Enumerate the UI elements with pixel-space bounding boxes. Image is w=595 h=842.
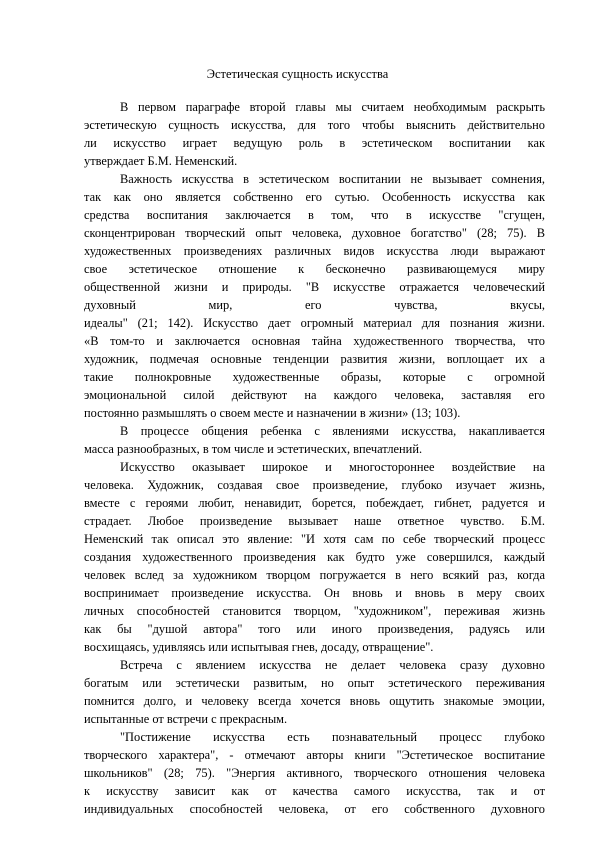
text-line: творческого характера", - отмечают авторы книги "Эстетическое воспитание (84, 748, 545, 762)
text-line: как бы "душой автора" того или иного произведения, радуясь или (84, 622, 545, 636)
text-line: воспринимает произведение искусства. Он вновь и вновь в меру своих (84, 586, 545, 600)
text-line: идеалы" (21; 142). Искусство дает огромный материал для познания жизни. (84, 316, 545, 330)
text-line: ли искусство играет ведущую роль в эстетическом воспитании как (84, 136, 545, 150)
text-line: страдает. Любое произведение вызывает наше ответное чувство. Б.М. (84, 514, 545, 528)
text-line: сконцентрирован творческий опыт человека, духовное богатство" (28; 75). В (84, 226, 545, 240)
text-line: человека. Художник, создавая свое произведение, глубоко изучает жизнь, (84, 478, 545, 492)
text-line: Искусство оказывает широкое и многостороннее воздействие на (120, 460, 545, 474)
text-line: человек вслед за художником творцом погружается в него всякий раз, когда (84, 568, 545, 582)
text-line: восхищаясь, удивляясь или испытывая гнев, досаду, отвращение". (84, 640, 434, 654)
text-line: "Постижение искусства есть познавательный процесс глубоко (120, 730, 545, 744)
text-line: эмоциональной силой действуют на каждого человека, заставляя его (84, 388, 545, 402)
text-line: Важность искусства в эстетическом воспитании не вызывает сомнения, (120, 172, 545, 186)
text-line: Встреча с явлением искусства не делает человека сразу духовно (120, 658, 545, 672)
text-line: индивидуальных способностей человека, от его собственного духовного (84, 802, 545, 816)
text-line: масса разнообразных, в том числе и эстетических, впечатлений. (84, 442, 423, 456)
text-line: В первом параграфе второй главы мы считаем необходимым раскрыть (120, 100, 545, 114)
text-line: помнится долго, и человеку всегда хочется вновь ощутить знакомые эмоции, (84, 694, 545, 708)
text-line: художник, подмечая основные тенденции развития жизни, воплощает их а (84, 352, 545, 366)
document-title: Эстетическая сущность искусства (206, 67, 389, 81)
text-line: так как оно является собственно его сутью. Особенность искусства как (84, 190, 545, 204)
text-line: «В том-то и заключается основная тайна художественного творчества, что (84, 334, 545, 348)
text-line: эстетическую сущность искусства, для того чтобы выяснить действительно (84, 118, 545, 132)
text-line: постоянно размышлять о своем месте и назначении в жизни» (13; 103). (84, 406, 461, 420)
text-line: Неменский так описал это явление: "И хотя сам по себе творческий процесс (84, 532, 545, 546)
text-line: духовный мир, его чувства, вкусы, (84, 298, 545, 312)
text-line: общественной жизни и природы. "В искусстве отражается человеческий (84, 280, 545, 294)
text-line: испытанные от встречи с прекрасным. (84, 712, 288, 726)
text-line: такие полнокровные художественные образы, которые с огромной (84, 370, 545, 384)
text-line: В процессе общения ребенка с явлениями искусства, накапливается (120, 424, 545, 438)
text-line: личных способностей становится творцом, "художником", переживая жизнь (84, 604, 545, 618)
text-line: создания художественного произведения как будто уже совершился, каждый (84, 550, 545, 564)
text-line: богатым или эстетически развитым, но опыт эстетического переживания (84, 676, 545, 690)
text-line: вместе с героями любит, ненавидит, борется, побеждает, гибнет, радуется и (84, 496, 545, 510)
text-line: художественных произведениях различных видов искусства люди выражают (84, 244, 545, 258)
text-line: утверждает Б.М. Неменский. (84, 154, 238, 168)
text-line: к искусству зависит как от качества самого искусства, так и от (84, 784, 545, 798)
text-line: средства воспитания заключается в том, что в искусстве "сгущен, (84, 208, 545, 222)
text-line: свое эстетическое отношение к бесконечно развивающемуся миру (84, 262, 545, 276)
text-line: школьников" (28; 75). "Энергия активного, творческого отношения человека (84, 766, 545, 780)
